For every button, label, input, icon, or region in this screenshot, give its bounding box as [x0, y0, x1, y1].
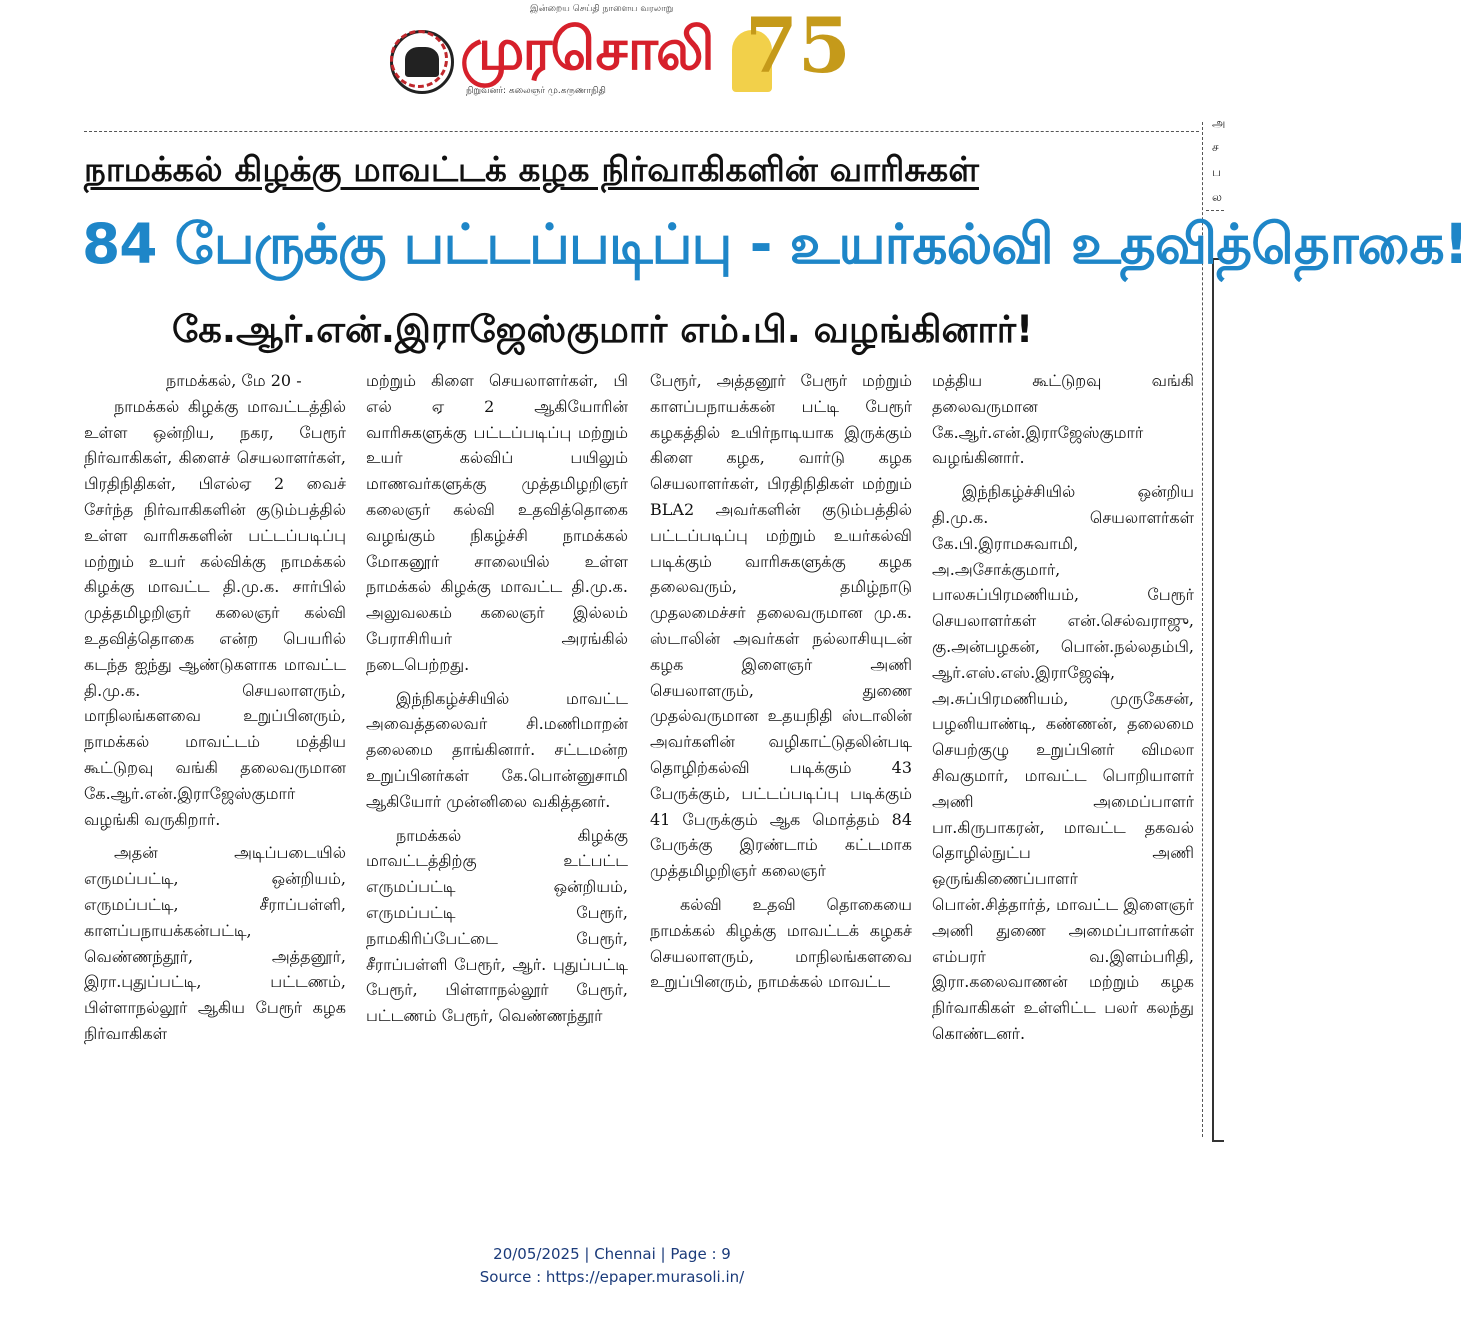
paragraph: இந்நிகழ்ச்சியில் ஒன்றிய தி.மு.க. செயலாளர்கள் கே.பி.இராமசுவாமி, அ.அசோக்குமார், பாலசுப்பிரமணியம், பேரூர் செயலாளர்கள் என்.செல்வராஜு, கு.அன்பழகன், பொன்.நல்லதம்பி, ஆர்.எஸ்.எஸ்.இராஜேஷ், அ.சுப்பிரமணியம், முருகேசன், பழனியாண்டி, கண்ணன், தலைமை செயற்குழு உறுப்பினர் விமலா சிவகுமார், மாவட்ட பொறியாளர் அணி அமைப்பாளர் பா.கிருபாகரன், மாவட்ட தகவல் தொழில்நுட்ப அணி ஒருங்கிணைப்பாளர் பொன்.சித்தார்த், மாவட்ட இளைஞர் அணி துணை அமைப்பாளர்கள் எம்பரர் வ.இளம்பரிதி, இரா.கலைவாணன் மற்றும் கழக நிர்வாகிகள் உள்ளிட்ட பலர் கலந்து கொண்டனர்.	[932, 482, 1194, 1043]
article-headline: 84 பேருக்கு பட்டப்படிப்பு - உயர்கல்வி உதவித்தொகை!	[82, 212, 1468, 276]
paragraph: இந்நிகழ்ச்சியில் மாவட்ட அவைத்தலைவர் சி.மணிமாறன் தலைமை தாங்கினார். சட்டமன்ற உறுப்பினர்கள் கே.பொன்னுசாமி ஆகியோர் முன்னிலை வகித்தனர்.	[366, 688, 628, 811]
footer-date-page: 20/05/2025 | Chennai | Page : 9	[493, 1245, 731, 1263]
article-kicker: நாமக்கல் கிழக்கு மாவட்டக் கழக நிர்வாகிகளின் வாரிசுகள்	[84, 150, 979, 190]
article-column-2	[366, 368, 628, 1029]
article-column-1	[84, 368, 346, 1047]
neighbor-fragment: ப	[1212, 165, 1221, 179]
paragraph: நாமக்கல் கிழக்கு மாவட்டத்தில் உள்ள ஒன்றிய, நகர, பேரூர் நிர்வாகிகள், கிளைச் செயலாளர்கள், பிரதிநிதிகள், பிஎல்ஏ 2 வைச் சேர்ந்த நிர்வாகிகளின் குடும்பத்தில் உள்ள வாரிசுகளின் பட்டப்படிப்பு மற்றும் உயர் கல்விக்கு நாமக்கல் கிழக்கு மாவட்ட தி.மு.க. சார்பில் முத்தமிழறிஞர் கலைஞர் கல்வி உதவித்தொகை என்ற பெயரில் கடந்த ஐந்து ஆண்டுகளாக மாவட்ட தி.மு.க. செயலாளரும், மாநிலங்களவை உறுப்பினரும், நாமக்கல் மாவட்டம் மத்திய கூட்டுறவு வங்கி தலைவருமான கே.ஆர்.என்.இராஜேஸ்குமார் வழங்கி வருகிறார்.	[84, 396, 346, 829]
article-column-3	[650, 368, 912, 995]
neighbor-fragment: ச	[1212, 140, 1219, 154]
neighbor-fragment: ல	[1212, 190, 1222, 204]
paragraph: அதன் அடிப்படையில் எருமப்பட்டி, ஒன்றியம், எருமப்பட்டி, சீராப்பள்ளி, காளப்பநாயக்கன்பட்டி, வெண்ணந்தூர், அத்தனூர், இரா.புதுப்பட்டி, பட்டணம், பிள்ளாநல்லூர் ஆகிய பேரூர் கழக நிர்வாகிகள்	[84, 843, 346, 1043]
anniversary-emblem: 75	[745, 1, 851, 90]
paragraph: நாமக்கல் கிழக்கு மாவட்டத்திற்கு உட்பட்ட எருமப்பட்டி ஒன்றியம், எருமப்பட்டி பேரூர், நாமகிரிப்பேட்டை பேரூர், சீராப்பள்ளி பேரூர், ஆர். புதுப்பட்டி பேரூர், பிள்ளாநல்லூர் பேரூர், பட்டணம் பேரூர், வெண்ணந்தூர்	[366, 825, 628, 1026]
right-fragment-divider	[1206, 210, 1224, 211]
party-seal-icon	[390, 30, 454, 94]
masthead	[380, 2, 850, 120]
footer-source: Source : https://epaper.murasoli.in/	[479, 1268, 745, 1286]
paragraph: பேரூர், அத்தனூர் பேரூர் மற்றும் காளப்பநாயக்கன் பட்டி பேரூர் கழகத்தில் உயிர்நாடியாக இருக்கும் கிளை கழக, வார்டு கழக செயலாளர்கள், பிரதிநிதிகள் மற்றும் BLA2 அவர்களின் குடும்பத்தில் பட்டப்படிப்பு மற்றும் உயர்கல்வி படிக்கும் வாரிசுகளுக்கு கழக தலைவரும், தமிழ்நாடு முதலமைச்சர் தலைவருமான மு.க. ஸ்டாலின் அவர்கள் நல்லாசியுடன் கழக இளைஞர் அணி செயலாளரும், துணை முதல்வருமான உதயநிதி ஸ்டாலின் அவர்களின் வழிகாட்டுதலின்படி தொழிற்கல்வி படிக்கும் 43 பேருக்கும், பட்டப்படிப்பு படிக்கும் 41 பேருக்கும் ஆக மொத்தம் 84 பேருக்கு இரண்டாம் கட்டமாக முத்தமிழறிஞர் கலைஞர்	[650, 371, 912, 881]
masthead-tagline: இன்றைய செய்தி நாளைய வரலாறு	[530, 4, 674, 14]
newspaper-logo: முரசொலி	[460, 15, 713, 83]
masthead-founder: நிறுவனர்: கலைஞர் மு.கருணாநிதி	[466, 86, 606, 96]
article-column-4	[932, 368, 1194, 1047]
neighbor-fragment: அ	[1212, 116, 1226, 130]
paragraph: நாமக்கல், மே 20 -	[166, 371, 302, 390]
paragraph: கல்வி உதவி தொகையை நாமக்கல் கிழக்கு மாவட்டக் கழகச் செயலாளரும், மாநிலங்களவை உறுப்பினரும், நாமக்கல் மாவட்ட	[650, 894, 912, 992]
top-divider	[84, 131, 1199, 132]
paragraph: மற்றும் கிளை செயலாளர்கள், பி எல் ஏ 2 ஆகியோரின் வாரிசுகளுக்கு பட்டப்படிப்பு மற்றும் உயர் கல்விப் பயிலும் மாணவர்களுக்கு முத்தமிழறிஞர் கலைஞர் கல்வி உதவித்தொகை வழங்கும் நிகழ்ச்சி நாமக்கல் மோகனூர் சாலையில் உள்ள நாமக்கல் கிழக்கு மாவட்ட தி.மு.க. அலுவலகம் கலைஞர் இல்லம் பேராசிரியர் அரங்கில் நடைபெற்றது.	[366, 371, 628, 674]
article-subhead: கே.ஆர்.என்.இராஜேஸ்குமார் எம்.பி. வழங்கினார்!	[172, 308, 1033, 351]
neighbor-box	[1212, 258, 1224, 1142]
paragraph: மத்திய கூட்டுறவு வங்கி தலைவருமான கே.ஆர்.என்.இராஜேஸ்குமார் வழங்கினார்.	[932, 371, 1194, 468]
